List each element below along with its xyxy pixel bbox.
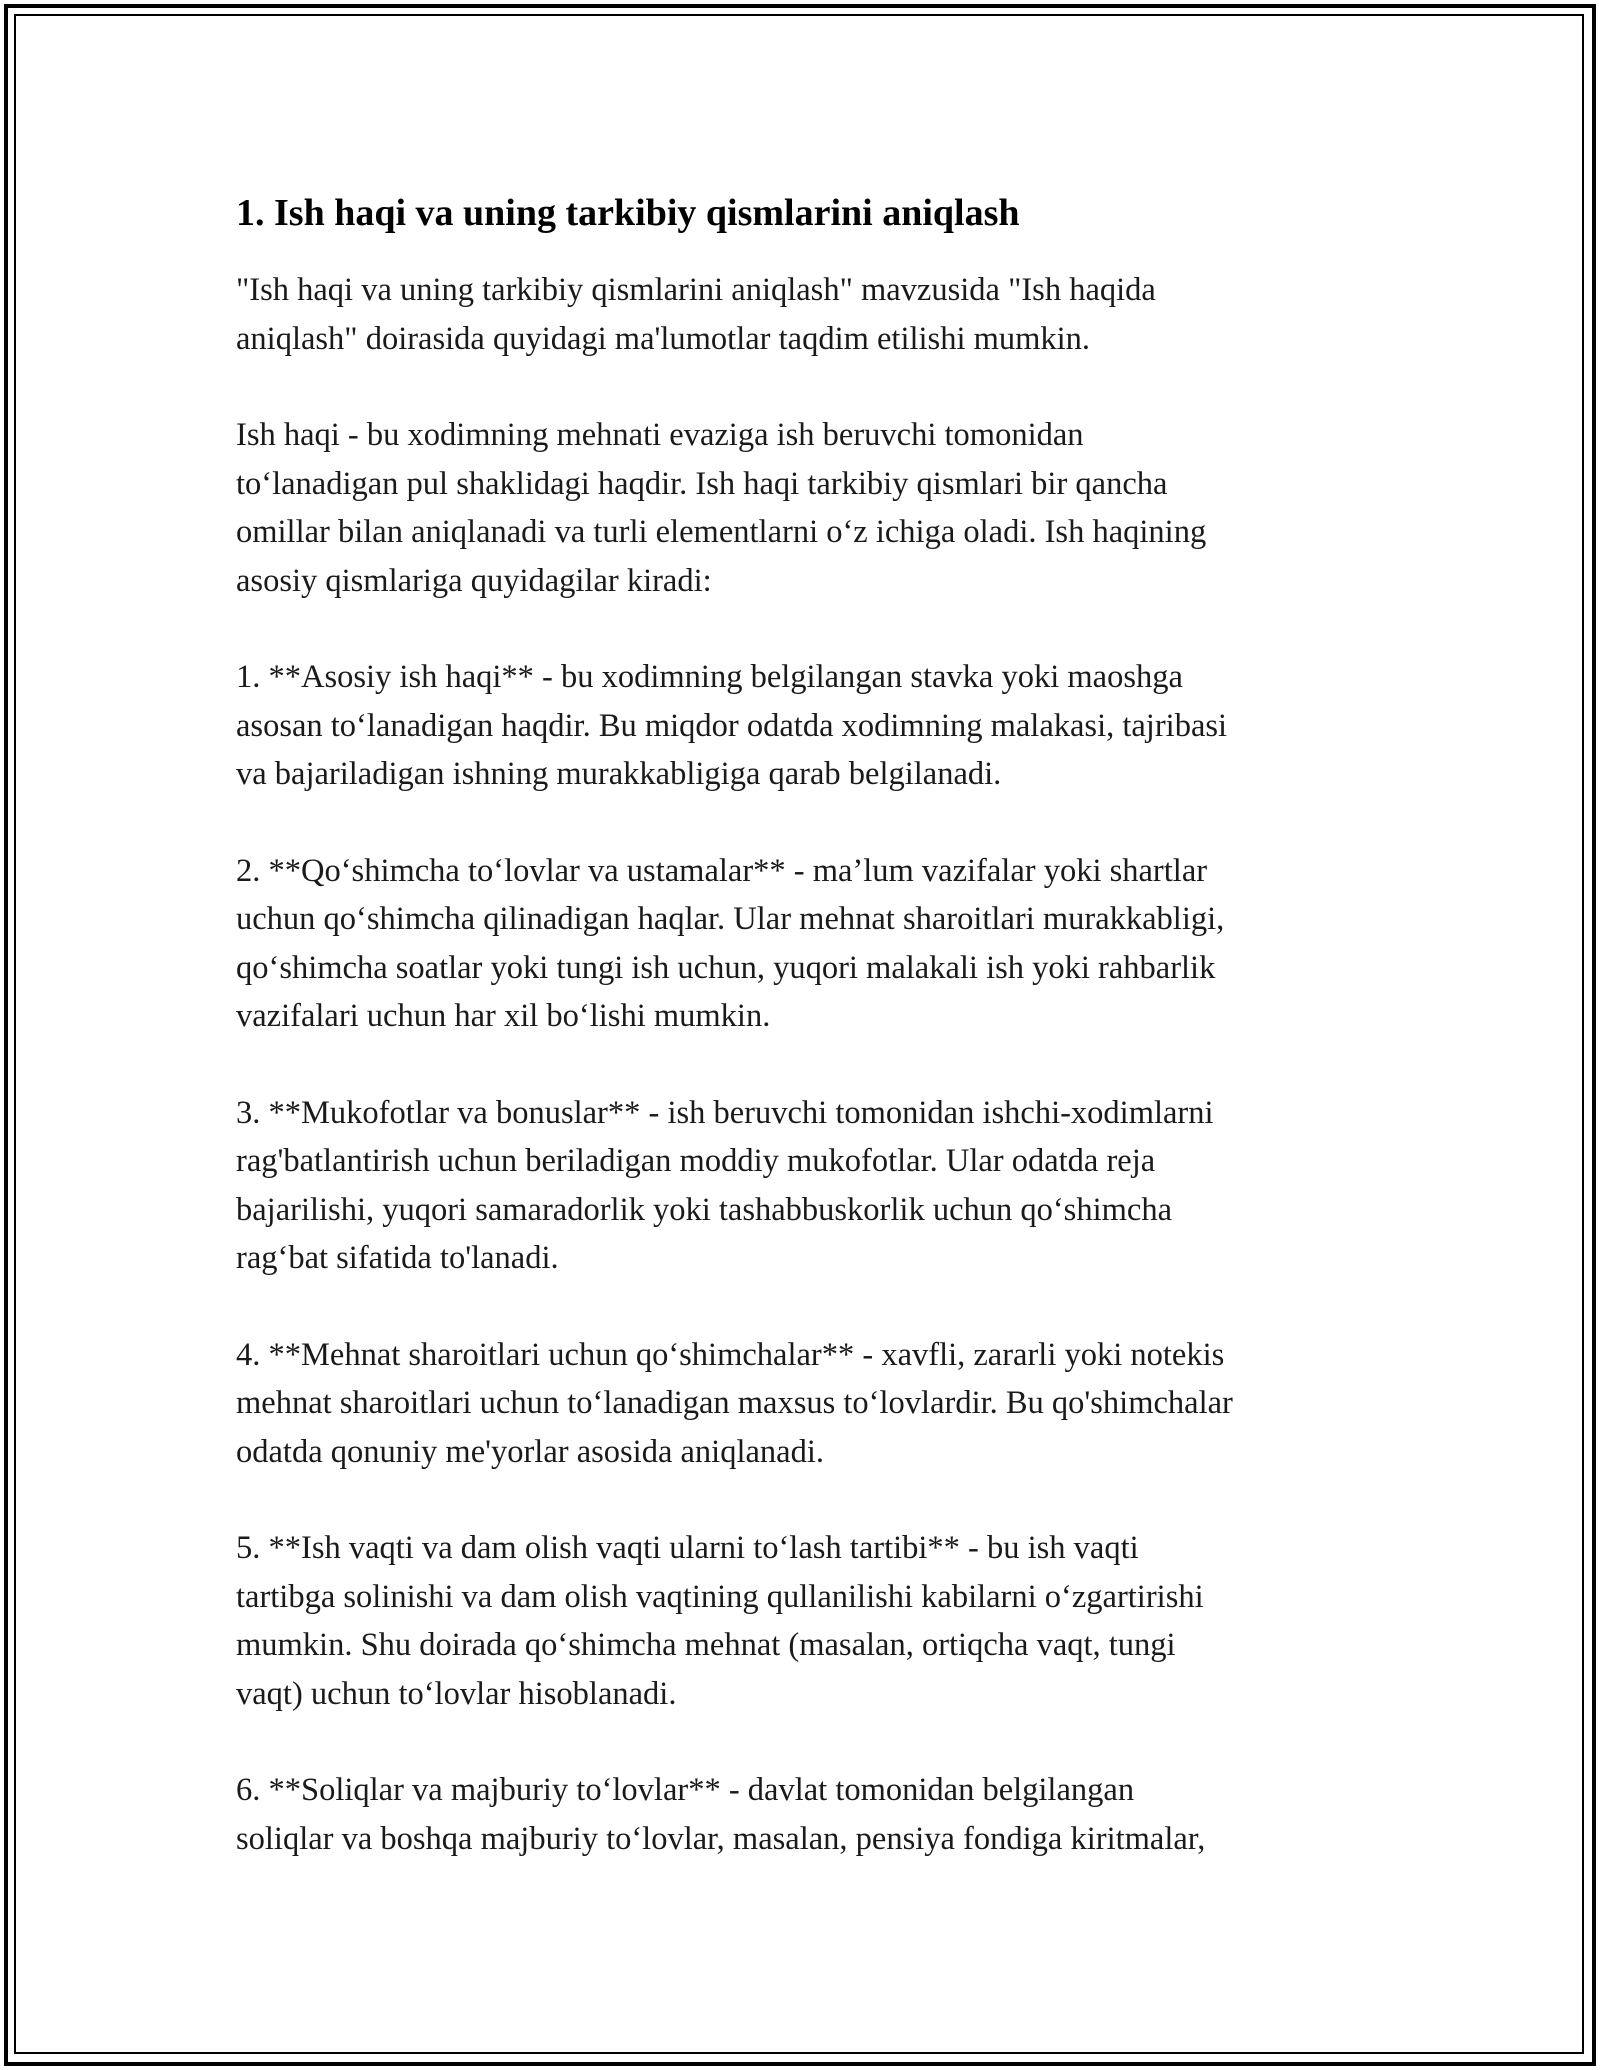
list-item-working-time: 5. **Ish vaqti va dam olish vaqti ularni to‘lash tartibi** - bu ish vaqti tartibga solinishi va dam olish vaqtining qullanilishi kabilarni o‘zgartirishi mumkin. Shu doirada qo‘shimcha mehnat (masalan, ortiqcha vaqt, tungi vaqt) uchun to‘lovlar hisoblanadi. — [236, 1530, 1204, 1712]
list-item-bonuses: 3. **Mukofotlar va bonuslar** - ish beruvchi tomonidan ishchi-xodimlarni rag'batlantirish uchun beriladigan moddiy mukofotlar. Ular odatda reja bajarilishi, yuqori samaradorlik yoki tashabbuskorlik uchun qo‘shimcha rag‘bat sifatida to'lanadi. — [236, 1094, 1214, 1276]
list-item-additional-payments: 2. **Qo‘shimcha to‘lovlar va ustamalar** - ma’lum vazifalar yoki shartlar uchun qo‘shimcha qilinadigan haqlar. Ular mehnat sharoitlari murakkabligi, qo‘shimcha soatlar yoki tungi ish uchun, yuqori malakali ish yoki rahbarlik vazifalari uchun har xil bo‘lishi mumkin. — [236, 852, 1225, 1034]
intro-paragraph: "Ish haqi va uning tarkibiy qismlarini aniqlash" mavzusida "Ish haqida aniqlash" doirasida quyidagi ma'lumotlar taqdim etilishi mumkin. — [236, 272, 1156, 357]
list-item-taxes: 6. **Soliqlar va majburiy to‘lovlar** - davlat tomonidan belgilangan soliqlar va boshqa majburiy to‘lovlar, masalan, pensiya fondiga kiritmalar, — [236, 1772, 1206, 1857]
document-page — [236, 186, 1376, 1911]
definition-paragraph: Ish haqi - bu xodimning mehnati evaziga ish beruvchi tomonidan to‘lanadigan pul shaklidagi haqdir. Ish haqi tarkibiy qismlari bir qancha omillar bilan aniqlanadi va turli elementlarni o‘z ichiga oladi. Ish haqining asosiy qismlariga quyidagilar kiradi: — [236, 417, 1207, 599]
list-item-working-conditions: 4. **Mehnat sharoitlari uchun qo‘shimchalar** - xavfli, zararli yoki notekis mehnat sharoitlari uchun to‘lanadigan maxsus to‘lovlardir. Bu qo'shimchalar odatda qonuniy me'yorlar asosida aniqlanadi. — [236, 1336, 1233, 1470]
list-item-basic-salary: 1. **Asosiy ish haqi** - bu xodimning belgilangan stavka yoki maoshga asosan to‘lanadigan haqdir. Bu miqdor odatda xodimning malakasi, tajribasi va bajariladigan ishning murakkabligiga qarab belgilanadi. — [236, 659, 1228, 792]
document-title: 1. Ish haqi va uning tarkibiy qismlarini aniqlash — [236, 192, 1020, 234]
